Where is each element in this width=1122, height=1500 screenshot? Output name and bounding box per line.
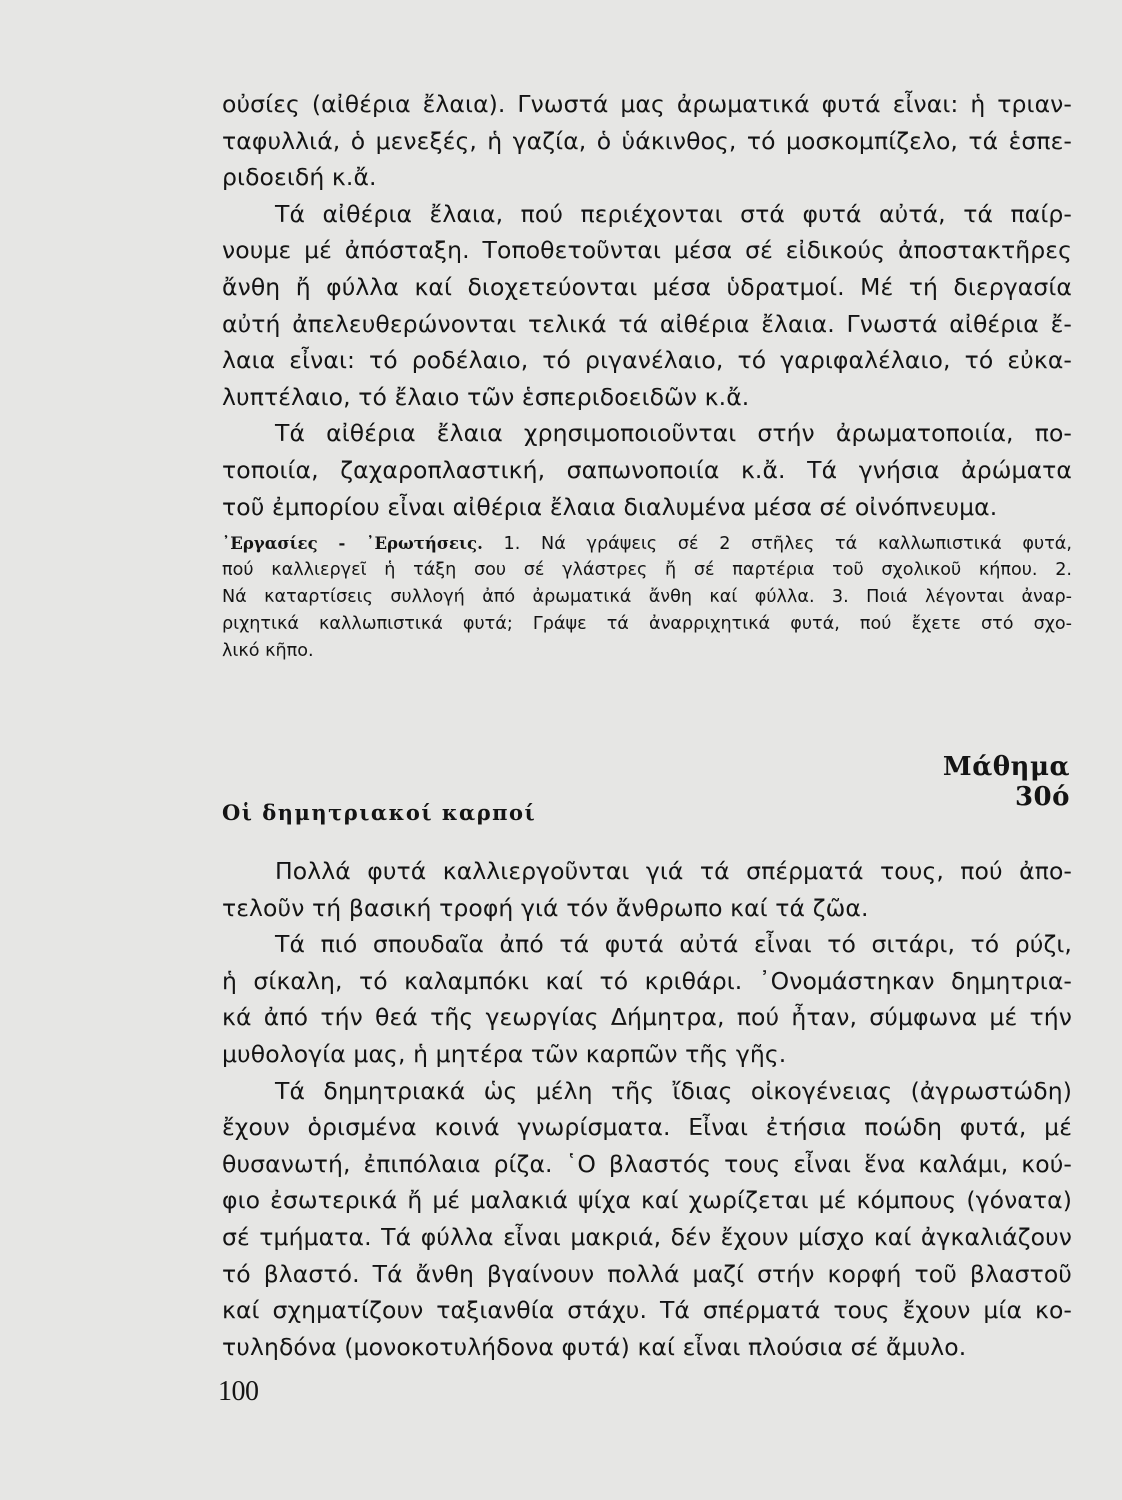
text-line: τυληδόνα (μονοκοτυλήδονα φυτά) καί εἶναι πλούσια σέ ἄμυλο. [222,1332,967,1361]
exercises-block [222,530,1072,665]
page-number: 100 [218,1376,259,1407]
text-line: Τά αἰθέρια ἔλαια, πού περιέχονται στά φυτά αὐτά, τά παίρ- [275,199,1072,228]
text-line: Τά δημητριακά ὡς μέλη τῆς ἴδιας οἰκογένειας (ἀγρωστώδη) [275,1076,1072,1105]
text-line: καί σχηματίζουν ταξιανθία στάχυ. Τά σπέρματά τους ἔχουν μία κο- [222,1296,1072,1325]
text-line: Τά αἰθέρια ἔλαια χρησιμοποιοῦνται στήν ἀρωματοποιία, πο- [275,419,1072,448]
text-line: τό βλαστό. Τά ἄνθη βγαίνουν πολλά μαζί στήν κορφή τοῦ βλαστοῦ [222,1259,1072,1288]
exercises-label: ᾿Εργασίες - ᾿Ερωτήσεις. [222,534,483,553]
text-line: ἔχουν ὁρισμένα κοινά γνωρίσματα. Εἶναι ἐτήσια ποώδη φυτά, μέ [222,1113,1072,1142]
exercises-line: πού καλλιεργεῖ ἡ τάξη σου σέ γλάστρες ἤ σέ παρτέρια τοῦ σχολικοῦ κήπου. 2. [222,560,1072,581]
text-line: τοποιία, ζαχαροπλαστική, σαπωνοποιία κ.ἄ. Τά γνήσια ἀρώματα [222,455,1072,484]
text-line: αὐτή ἀπελευθερώνονται τελικά τά αἰθέρια ἔλαια. Γνωστά αἰθέρια ἔ- [222,309,1072,338]
exercises-line: Νά καταρτίσεις συλλογή ἀπό ἀρωματικά ἄνθη καί φύλλα. 3. Ποιά λέγονται ἀναρ- [222,587,1072,608]
text-line: τοῦ ἐμπορίου εἶναι αἰθέρια ἔλαια διαλυμένα μέσα σέ οἰνόπνευμα. [222,492,998,521]
exercises-line: ριχητικά καλλωπιστικά φυτά; Γράψε τά ἀναρριχητικά φυτά, πού ἔχετε στό σχο- [222,614,1072,635]
text-line: λυπτέλαιο, τό ἔλαιο τῶν ἑσπεριδοειδῶν κ.ἄ. [222,382,750,411]
lesson-title: Μάθημα 30ό [942,752,1070,812]
text-line: Πολλά φυτά καλλιεργοῦνται γιά τά σπέρματά τους, πού ἀπο- [275,857,1072,885]
text-line: μυθολογία μας, ἡ μητέρα τῶν καρπῶν τῆς γῆς. [222,1039,787,1068]
text-line: Τά πιό σπουδαῖα ἀπό τά φυτά αὐτά εἶναι τό σιτάρι, τό ρύζι, [275,930,1072,959]
text-line: ἄνθη ἤ φύλλα καί διοχετεύονται μέσα ὑδρατμοί. Μέ τή διεργασία [222,272,1072,301]
text-line: ταφυλλιά, ὁ μενεξές, ἡ γαζία, ὁ ὑάκινθος, τό μοσκομπίζελο, τά ἑσπε- [222,126,1072,155]
text-line: κά ἀπό τήν θεά τῆς γεωργίας Δήμητρα, πού ἦταν, σύμφωνα μέ τήν [222,1003,1072,1032]
text-line: ἡ σίκαλη, τό καλαμπόκι καί τό κριθάρι. ᾿Ονομάστηκαν δημητρια- [222,966,1072,995]
text-line: φιο ἐσωτερικά ἤ μέ μαλακιά ψίχα καί χωρίζεται μέ κόμπους (γόνατα) [222,1186,1072,1215]
text-line: τελοῦν τή βασική τροφή γιά τόν ἄνθρωπο καί τά ζῶα. [222,893,869,922]
section-title: Οἱ δημητριακοί καρποί [222,800,537,825]
text-line: λαια εἶναι: τό ροδέλαιο, τό ριγανέλαιο, τό γαριφαλέλαιο, τό εὐκα- [222,346,1072,375]
exercises-first-line [222,530,1072,557]
text-line: σέ τμήματα. Τά φύλλα εἶναι μακριά, δέν ἔχουν μίσχο καί ἀγκαλιάζουν [222,1222,1072,1251]
text-line: νουμε μέ ἀπόσταξη. Τοποθετοῦνται μέσα σέ εἰδικούς ἀποστακτῆρες [222,236,1072,265]
text-line: ριδοειδή κ.ἄ. [222,163,377,192]
text-line: θυσανωτή, ἐπιπόλαια ρίζα. ῾Ο βλαστός τους εἶναι ἕνα καλάμι, κού- [222,1149,1072,1178]
exercises-text: 1. Νά γράψεις σέ 2 στῆλες τά καλλωπιστικά φυτά, [482,534,1072,554]
text-line: οὐσίες (αἰθέρια ἔλαια). Γνωστά μας ἀρωματικά φυτά εἶναι: ἡ τριαν- [222,90,1072,118]
exercises-line: λικό κῆπο. [222,641,314,662]
bottom-paragraphs [222,853,1072,1365]
top-paragraphs [222,86,1072,525]
